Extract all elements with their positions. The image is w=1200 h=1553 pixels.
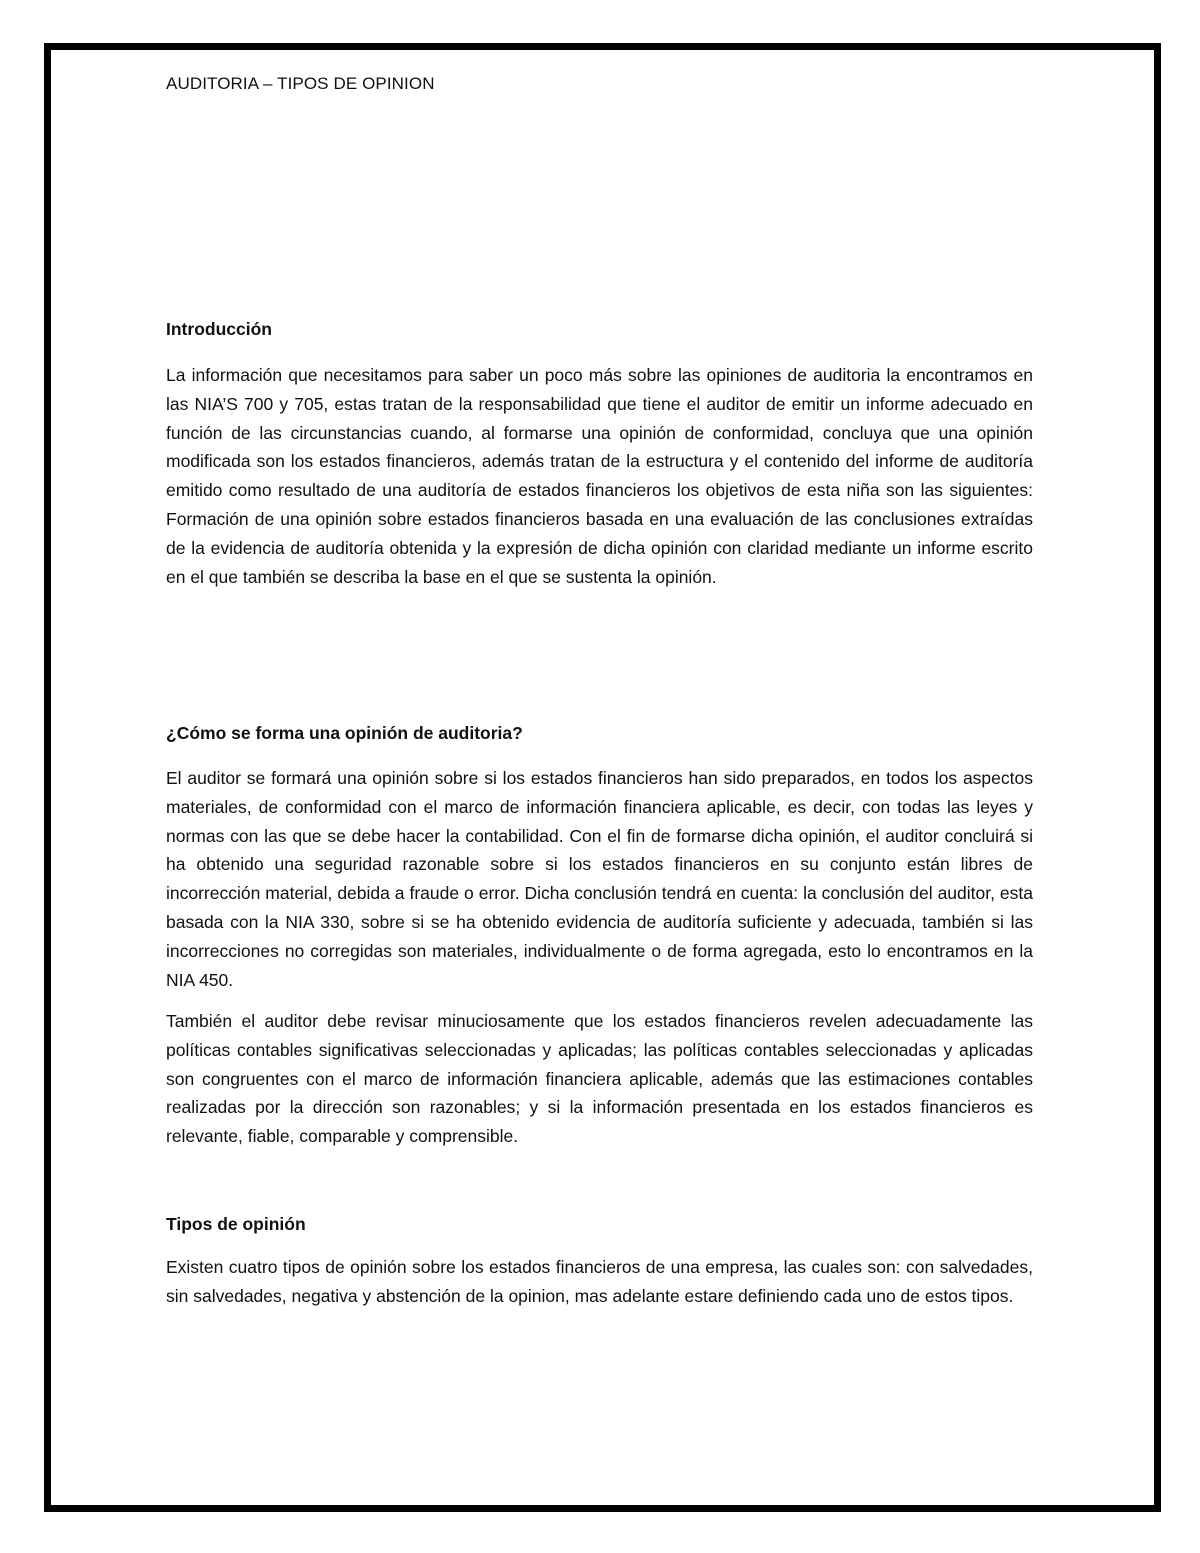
section-title-tipos: Tipos de opinión [166, 1214, 306, 1234]
document-body [166, 70, 1033, 1306]
paragraph-como-se-forma-2: También el auditor debe revisar minuciosamente que los estados financieros revelen adecuadamente las políticas contables significativas seleccionadas y aplicadas; las políticas contables seleccionadas y aplicadas son congruentes con el marco de información financiera aplicable, además que las estimaciones contables realizadas por la dirección son razonables; y si la información presentada en los estados financieros es relevante, fiable, comparable y comprensible. [166, 1011, 1033, 1147]
paragraph-introduccion: La información que necesitamos para saber un poco más sobre las opiniones de auditoria la encontramos en las NIA’S 700 y 705, estas tratan de la responsabilidad que tiene el auditor de emitir un informe adecuado en función de las circunstancias cuando, al formarse una opinión de conformidad, concluya que una opinión modificada son los estados financieros, además tratan de la estructura y el contenido del informe de auditoría emitido como resultado de una auditoría de estados financieros los objetivos de esta niña son las siguientes: Formación de una opinión sobre estados financieros basada en una evaluación de las conclusiones extraídas de la evidencia de auditoría obtenida y la expresión de dicha opinión con claridad mediante un informe escrito en el que también se describa la base en el que se sustenta la opinión. [166, 365, 1033, 587]
section-title-como-se-forma: ¿Cómo se forma una opinión de auditoria? [166, 723, 523, 743]
paragraph-tipos: Existen cuatro tipos de opinión sobre los estados financieros de una empresa, las cuales son: con salvedades, sin salvedades, negativa y abstención de la opinion, mas adelante estare definiendo cada uno de estos tipos. [166, 1257, 1033, 1306]
section-title-introduccion: Introducción [166, 319, 272, 339]
document-header: AUDITORIA – TIPOS DE OPINION [166, 74, 435, 93]
paragraph-como-se-forma-1: El auditor se formará una opinión sobre si los estados financieros han sido preparados, en todos los aspectos materiales, de conformidad con el marco de información financiera aplicable, es decir, con todas las leyes y normas con las que se debe hacer la contabilidad. Con el fin de formarse dicha opinión, el auditor concluirá si ha obtenido una seguridad razonable sobre si los estados financieros en su conjunto están libres de incorrección material, debida a fraude o error. Dicha conclusión tendrá en cuenta: la conclusión del auditor, esta basada con la NIA 330, sobre si se ha obtenido evidencia de auditoría suficiente y adecuada, también si las incorrecciones no corregidas son materiales, individualmente o de forma agregada, esto lo encontramos en la NIA 450. [166, 768, 1033, 990]
